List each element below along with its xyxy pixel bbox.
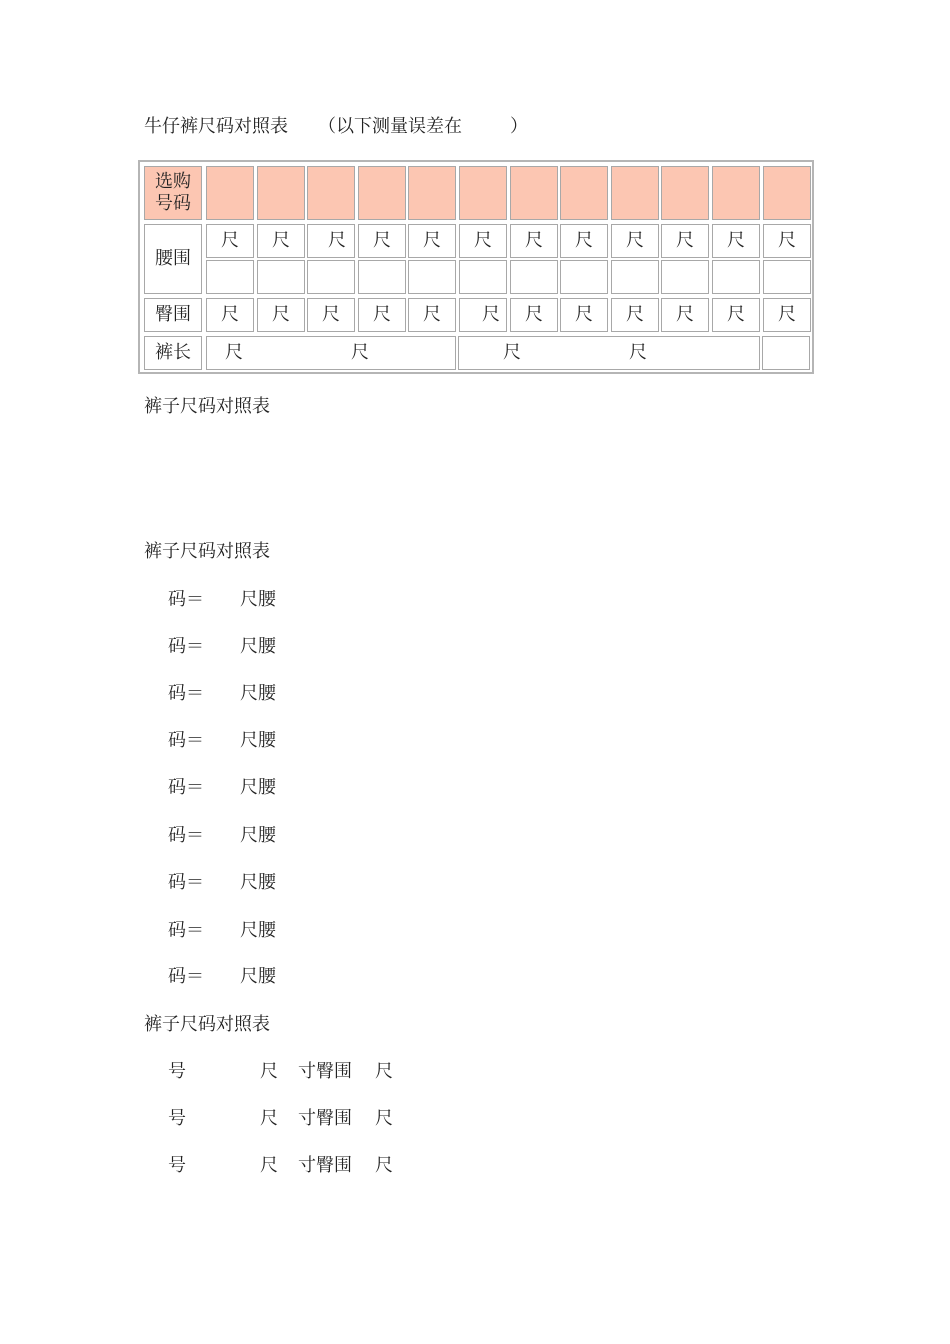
waist-list-value: 尺腰 <box>240 683 276 704</box>
size-header-cell <box>611 166 659 220</box>
size-header-cell <box>510 166 558 220</box>
hip-chi-cell <box>459 298 507 332</box>
waist-value-cell <box>560 260 608 294</box>
hip-chi-cell <box>763 298 811 332</box>
hip-chi-text: 尺 <box>482 304 500 325</box>
hip-list-chi: 尺 <box>260 1155 278 1176</box>
hip-chi-text: 尺 <box>525 304 543 325</box>
length-span-cell <box>458 336 760 370</box>
title-note-open: （以下测量误差在 <box>318 116 462 137</box>
hip-chi-cell <box>257 298 305 332</box>
size-header-cell <box>560 166 608 220</box>
waist-list-code: 码＝ <box>168 920 204 941</box>
waist-list-value: 尺腰 <box>240 966 276 987</box>
waist-chi-text: 尺 <box>328 230 346 251</box>
hip-chi-text: 尺 <box>221 304 239 325</box>
size-header-cell <box>408 166 456 220</box>
waist-list-value: 尺腰 <box>240 872 276 893</box>
waist-value-cell <box>307 260 355 294</box>
hip-chi-cell <box>661 298 709 332</box>
waist-list-code: 码＝ <box>168 966 204 987</box>
size-chart-table <box>138 160 814 374</box>
waist-chi-cell <box>459 224 507 258</box>
waist-chi-text: 尺 <box>575 230 593 251</box>
waist-chi-text: 尺 <box>272 230 290 251</box>
section-heading-2: 裤子尺码对照表 <box>144 541 270 562</box>
length-chi-text: 尺 <box>503 342 521 363</box>
length-chi-text: 尺 <box>225 342 243 363</box>
waist-list-code: 码＝ <box>168 589 204 610</box>
length-chi-text: 尺 <box>351 342 369 363</box>
section-heading-1: 裤子尺码对照表 <box>144 396 270 417</box>
waist-value-cell <box>459 260 507 294</box>
waist-chi-text: 尺 <box>525 230 543 251</box>
hip-list-chi: 尺 <box>375 1155 393 1176</box>
hip-chi-text: 尺 <box>778 304 796 325</box>
waist-chi-text: 尺 <box>373 230 391 251</box>
hip-chi-text: 尺 <box>626 304 644 325</box>
title-note-close: ） <box>510 116 528 137</box>
length-chi-text: 尺 <box>629 342 647 363</box>
waist-value-cell <box>408 260 456 294</box>
waist-chi-text: 尺 <box>626 230 644 251</box>
waist-list-value: 尺腰 <box>240 589 276 610</box>
waist-list-value: 尺腰 <box>240 730 276 751</box>
hip-list-chi: 尺 <box>260 1061 278 1082</box>
waist-value-cell <box>257 260 305 294</box>
waist-list-code: 码＝ <box>168 636 204 657</box>
waist-chi-cell <box>307 224 355 258</box>
hip-chi-cell <box>510 298 558 332</box>
waist-list-code: 码＝ <box>168 777 204 798</box>
row-label-waist: 腰围 <box>144 224 202 294</box>
waist-chi-cell <box>611 224 659 258</box>
hip-list-chi: 尺 <box>260 1108 278 1129</box>
waist-list-code: 码＝ <box>168 683 204 704</box>
size-header-cell <box>307 166 355 220</box>
waist-value-cell <box>206 260 254 294</box>
hip-list-cun-hip: 寸臀围 <box>298 1155 352 1176</box>
waist-chi-cell <box>257 224 305 258</box>
size-header-cell <box>763 166 811 220</box>
waist-chi-text: 尺 <box>778 230 796 251</box>
hip-list-cun-hip: 寸臀围 <box>298 1108 352 1129</box>
waist-chi-cell <box>560 224 608 258</box>
hip-chi-text: 尺 <box>727 304 745 325</box>
size-header-cell <box>206 166 254 220</box>
waist-chi-cell <box>408 224 456 258</box>
waist-list-value: 尺腰 <box>240 777 276 798</box>
size-header-cell <box>459 166 507 220</box>
waist-value-cell <box>510 260 558 294</box>
waist-list-code: 码＝ <box>168 872 204 893</box>
waist-chi-cell <box>763 224 811 258</box>
hip-list-chi: 尺 <box>375 1061 393 1082</box>
row-label-length: 裤长 <box>144 336 202 370</box>
hip-chi-cell <box>358 298 406 332</box>
page-title: 牛仔裤尺码对照表 <box>144 116 288 137</box>
hip-chi-text: 尺 <box>272 304 290 325</box>
hip-chi-cell <box>611 298 659 332</box>
waist-chi-cell <box>712 224 760 258</box>
size-header-cell <box>358 166 406 220</box>
hip-chi-text: 尺 <box>676 304 694 325</box>
waist-chi-text: 尺 <box>474 230 492 251</box>
waist-value-cell <box>712 260 760 294</box>
waist-chi-cell <box>358 224 406 258</box>
waist-list-value: 尺腰 <box>240 636 276 657</box>
length-span-cell <box>206 336 456 370</box>
hip-chi-cell <box>712 298 760 332</box>
waist-chi-text: 尺 <box>423 230 441 251</box>
waist-chi-cell <box>510 224 558 258</box>
hip-chi-text: 尺 <box>373 304 391 325</box>
hip-chi-text: 尺 <box>575 304 593 325</box>
waist-value-cell <box>611 260 659 294</box>
waist-chi-cell <box>206 224 254 258</box>
hip-list-number: 号 <box>168 1061 186 1082</box>
row-label-select-size: 选购 号码 <box>144 166 202 220</box>
hip-list-number: 号 <box>168 1155 186 1176</box>
waist-chi-text: 尺 <box>221 230 239 251</box>
hip-chi-text: 尺 <box>322 304 340 325</box>
hip-chi-cell <box>307 298 355 332</box>
section-heading-3: 裤子尺码对照表 <box>144 1014 270 1035</box>
hip-chi-cell <box>408 298 456 332</box>
waist-value-cell <box>358 260 406 294</box>
hip-chi-cell <box>206 298 254 332</box>
waist-chi-text: 尺 <box>676 230 694 251</box>
size-header-cell <box>257 166 305 220</box>
hip-list-number: 号 <box>168 1108 186 1129</box>
waist-list-value: 尺腰 <box>240 920 276 941</box>
waist-list-code: 码＝ <box>168 825 204 846</box>
hip-list-cun-hip: 寸臀围 <box>298 1061 352 1082</box>
length-empty-cell <box>762 336 810 370</box>
waist-list-code: 码＝ <box>168 730 204 751</box>
waist-chi-text: 尺 <box>727 230 745 251</box>
row-label-hip: 臀围 <box>144 298 202 332</box>
hip-chi-cell <box>560 298 608 332</box>
waist-value-cell <box>661 260 709 294</box>
hip-list-chi: 尺 <box>375 1108 393 1129</box>
waist-chi-cell <box>661 224 709 258</box>
waist-list-value: 尺腰 <box>240 825 276 846</box>
hip-chi-text: 尺 <box>423 304 441 325</box>
waist-value-cell <box>763 260 811 294</box>
size-header-cell <box>661 166 709 220</box>
size-header-cell <box>712 166 760 220</box>
